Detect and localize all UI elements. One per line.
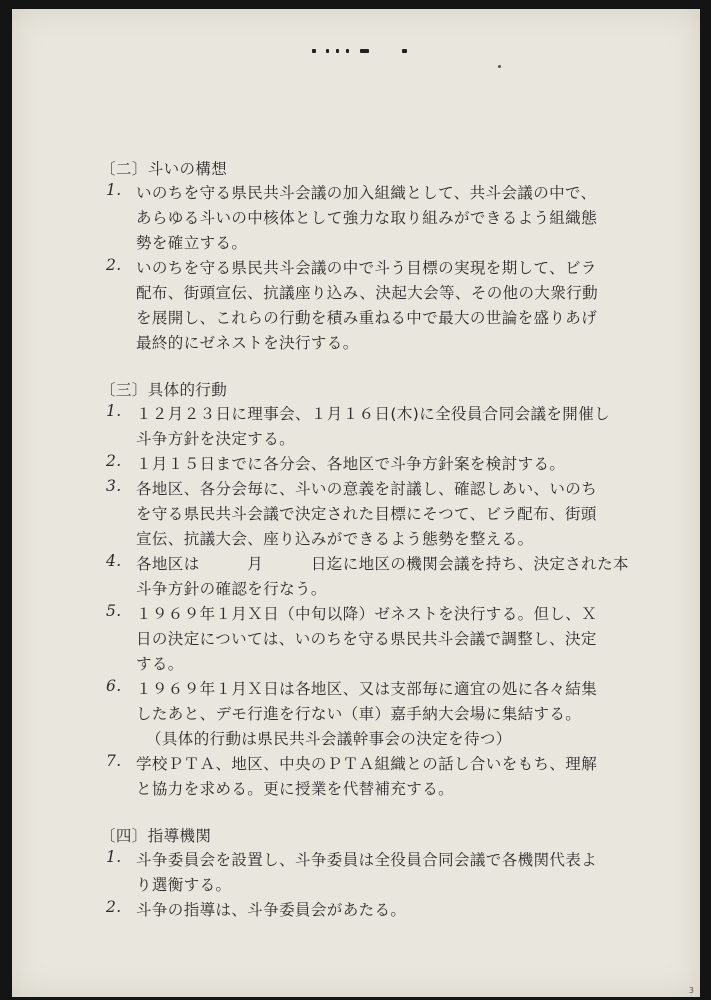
list-item [94,552,664,602]
list-item [94,898,664,923]
item-text-line: 最終的にゼネストを決行する。 [136,334,359,352]
paper-sheet [12,9,700,997]
item-number: 3. [106,477,122,495]
header-ink-marks [312,45,422,57]
list-item [94,256,664,356]
page-number: 3 [688,986,694,995]
section-heading: 〔四〕指導機関 [100,827,212,845]
item-text-line: 斗争委員会を設置し、斗争委員は全役員合同会議で各機関代表よ [136,851,598,869]
item-text-line: 各地区は 月 日迄に地区の機関会議を持ち、決定された本 [136,555,629,573]
section [94,378,664,802]
item-text-line: 斗争方針の確認を行なう。 [136,580,327,598]
section [94,824,664,923]
item-text-line: いのちを守る県民共斗会議の加入組織として、共斗会議の中で、 [136,184,597,202]
item-number: 1. [106,848,122,866]
document-body [94,157,664,945]
section [94,157,664,356]
item-note: （具体的行動は県民共斗会議幹事会の決定を待つ） [146,730,512,748]
list-item [94,452,664,477]
item-text-line: 斗争の指導は、斗争委員会があたる。 [136,901,407,919]
item-text-line: 日の決定については、いのちを守る県民共斗会議で調整し、決定 [136,630,597,648]
item-number: 4. [106,552,122,570]
item-text-line: する。 [136,655,184,673]
item-text-line: あらゆる斗いの中核体として強力な取り組みができるよう組織態 [136,209,598,227]
item-text-line: １月１５日までに各分会、各地区で斗争方針案を検討する。 [136,455,566,473]
item-text-line: 配布、街頭宣伝、抗議座り込み、決起大会等、その他の大衆行動 [136,284,599,302]
list-item [94,477,664,552]
item-text-line: り選衡する。 [136,876,232,894]
item-text-line: を守る県民共斗会議で決定された目標にそつて、ビラ配布、街頭 [136,505,597,523]
list-item [94,402,664,452]
item-text-line: １２月２３日に理事会、１月１６日(木)に全役員合同会議を開催し [136,405,610,423]
item-text-line: いのちを守る県民共斗会議の中で斗う目標の実現を期して、ビラ [136,259,597,277]
list-item [94,848,664,898]
item-text-line: 勢を確立する。 [136,234,248,252]
item-text-line: １９６９年１月Ｘ日（中旬以降）ゼネストを決行する。但し、Ｘ [136,605,598,623]
item-number: 5. [106,602,122,620]
item-text-line: を展開し、これらの行動を積み重ねる中で最大の世論を盛りあげ [136,309,598,327]
item-text-line: 斗争方針を決定する。 [136,430,296,448]
item-text-line: と協力を求める。更に授業を代替補充する。 [136,780,455,798]
item-number: 7. [106,752,122,770]
item-number: 1. [106,402,122,420]
list-item [94,602,664,677]
item-text-line: 宣伝、抗議大会、座り込みができるよう態勢を整える。 [136,530,534,548]
item-number: 2. [106,898,122,916]
item-number: 2. [106,256,122,274]
section-heading: 〔三〕具体的行動 [100,381,228,399]
item-number: 1. [106,181,122,199]
item-number: 2. [106,452,122,470]
paper-spot [498,65,501,68]
list-item [94,677,664,727]
section-heading: 〔二〕斗いの構想 [100,160,228,178]
item-text-line: 各地区、各分会毎に、斗いの意義を討議し、確認しあい、いのち [136,480,598,498]
item-text-line: １９６９年１月Ｘ日は各地区、又は支部毎に適宜の処に各々結集 [136,680,598,698]
item-text-line: したあと、デモ行進を行ない（車）嘉手納大会場に集結する。 [136,705,582,723]
item-number: 6. [106,677,122,695]
list-item [94,752,664,802]
list-item [94,181,664,256]
item-text-line: 学校ＰＴＡ、地区、中央のＰＴＡ組織との話し合いをもち、理解 [136,755,598,773]
